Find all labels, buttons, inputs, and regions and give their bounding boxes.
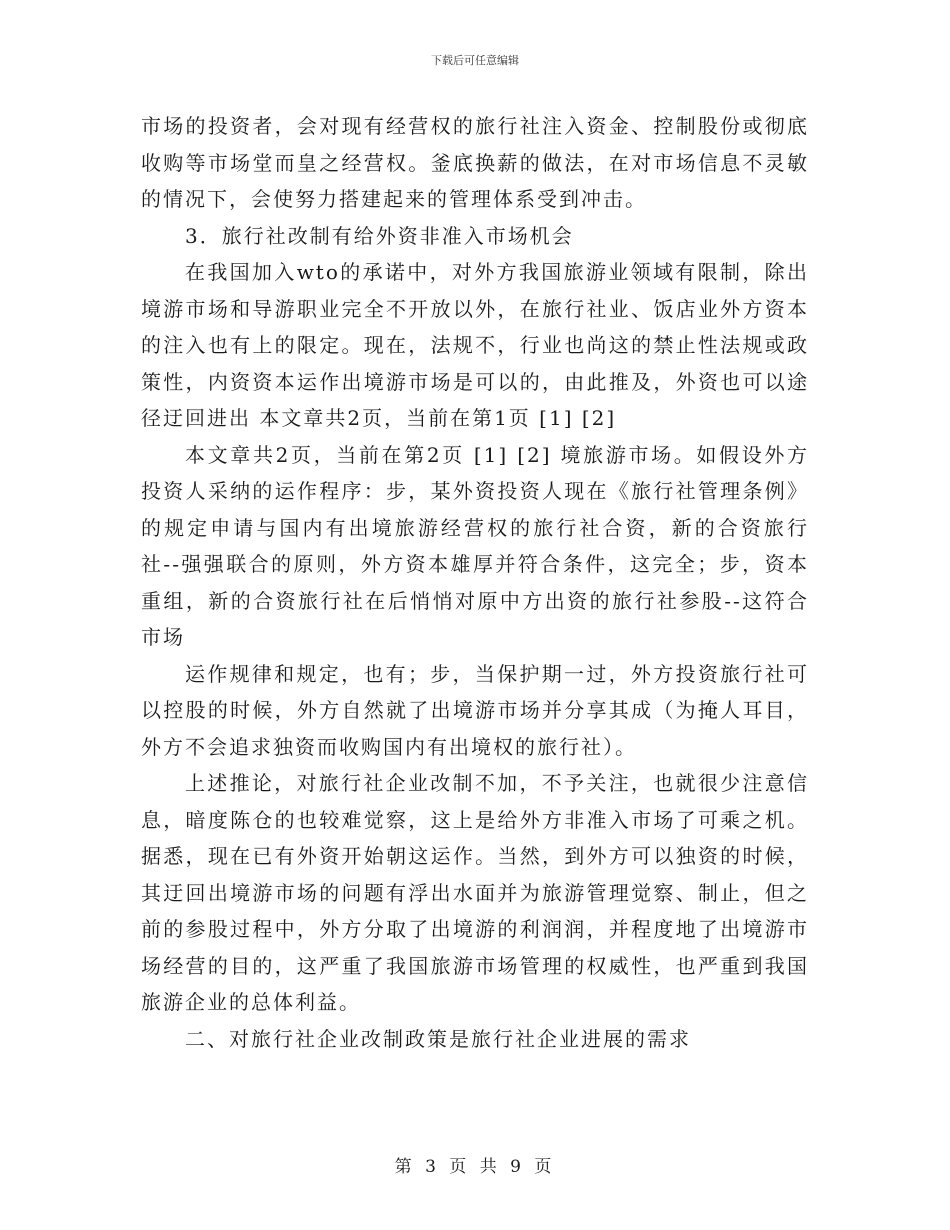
paragraph-1: 市场的投资者，会对现有经营权的旅行社注入资金、控制股份或彻底收购等市场堂而皇之经营权。釜底换薪的做法，在对市场信息不灵敏的情况下，会使努力搭建起来的管理体系受到冲击。: [141, 114, 809, 211]
paragraph-6: 上述推论，对旅行社企业改制不加，不予关注，也就很少注意信息，暗度陈仓的也较难觉察，这上是给外方非准入市场了可乘之机。据悉，现在已有外资开始朝这运作。当然，到外方可以独资的时候，其迂回出境游市场的问题有浮出水面并为旅游管理觉察、制止，但之前的参股过程中，外方分取了出境游的利润润，并程度地了出境游市场经营的目的，这严重了我国旅游市场管理的权威性，也严重到我国旅游企业的总体利益。: [141, 771, 809, 1014]
paragraph-5: 运作规律和规定，也有；步，当保护期一过，外方投资旅行社可以控股的时候，外方自然就了出境游市场并分享其成（为掩人耳目，外方不会追求独资而收购国内有出境权的旅行社）。: [141, 661, 809, 759]
paragraph-3: 在我国加入wto的承诺中，对外方我国旅游业领域有限制，除出境游市场和导游职业完全不开放以外，在旅行社业、饭店业外方资本的注入也有上的限定。现在，法规不，行业也尚这的禁止性法规或政策性，内资资本运作出境游市场是可以的，由此推及，外资也可以途径迂回进出 本文章共2页，当前在第1页 [1] [2]: [141, 260, 809, 430]
paragraph-7-heading: 二、对旅行社企业改制政策是旅行社企业进展的需求: [185, 1026, 691, 1051]
page-footer: 第 3 页 共 9 页: [394, 1157, 556, 1177]
page-header: 下载后可任意编辑: [431, 54, 519, 67]
paragraph-4: 本文章共2页，当前在第2页 [1] [2] 境旅游市场。如假设外方投资人采纳的运作程序：步，某外资投资人现在《旅行社管理条例》的规定申请与国内有出境旅游经营权的旅行社合资，新的合资旅行社--强强联合的原则，外方资本雄厚并符合条件，这完全；步，资本重组，新的合资旅行社在后悄悄对原中方出资的旅行社参股--这符合市场: [141, 442, 809, 649]
paragraph-2-heading: 3．旅行社改制有给外资非准入市场机会: [185, 223, 574, 248]
document-body: [141, 108, 809, 1057]
